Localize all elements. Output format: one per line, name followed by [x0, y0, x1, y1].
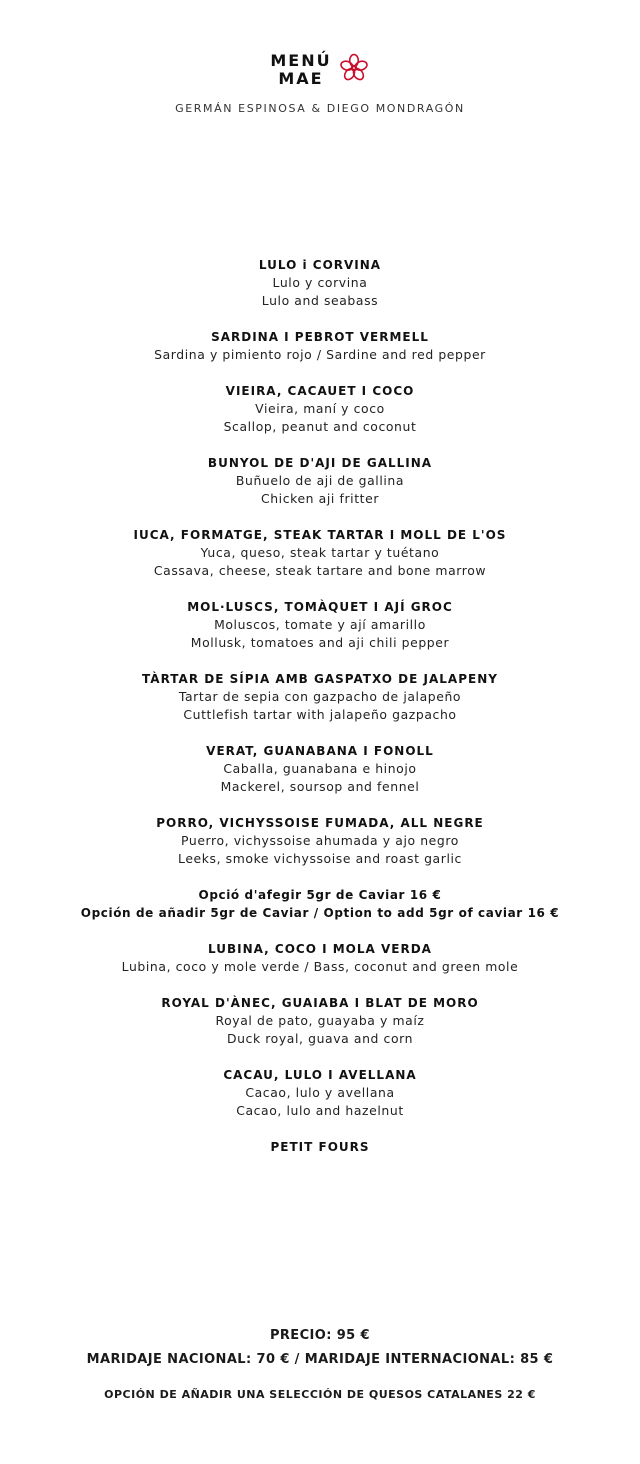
menu-course: [0, 1138, 640, 1156]
course-description: Yuca, queso, steak tartar y tuétano: [200, 545, 440, 560]
menu-course: [0, 1066, 640, 1120]
menu-course: [0, 940, 640, 976]
michelin-flower-icon: [338, 52, 370, 84]
cheese-option: OPCIÓN DE AÑADIR UNA SELECCIÓN DE QUESOS CATALANES 22 €: [104, 1388, 536, 1401]
menu-header: [0, 52, 640, 115]
course-description: Moluscos, tomate y ají amarillo: [214, 617, 426, 632]
course-description: Lulo y corvina: [272, 275, 368, 290]
course-description: Mollusk, tomatoes and aji chili pepper: [190, 635, 450, 650]
course-name: TÀRTAR DE SÍPIA AMB GASPATXO DE JALAPENY: [142, 672, 498, 686]
menu-course: [0, 328, 640, 364]
menu-price: PRECIO: 95 €: [269, 1328, 371, 1343]
menu-course: [0, 742, 640, 796]
menu-course: [0, 598, 640, 652]
course-name: BUNYOL DE D'AJI DE GALLINA: [207, 456, 433, 470]
course-description: Cuttlefish tartar with jalapeño gazpacho: [183, 707, 457, 722]
course-name: VIEIRA, CACAUET I COCO: [225, 384, 415, 398]
course-description: Duck royal, guava and corn: [226, 1031, 414, 1046]
course-name: PETIT FOURS: [270, 1140, 370, 1154]
course-description: Mackerel, soursop and fennel: [220, 779, 420, 794]
menu-course: [0, 670, 640, 724]
course-description: Cacao, lulo and hazelnut: [236, 1103, 404, 1118]
menu-title-line2: MAE: [278, 69, 324, 88]
course-name: LULO i CORVINA: [258, 258, 382, 272]
course-name: VERAT, GUANABANA I FONOLL: [206, 744, 434, 758]
course-description: Caballa, guanabana e hinojo: [223, 761, 417, 776]
course-name: CACAU, LULO I AVELLANA: [223, 1068, 417, 1082]
course-description: Scallop, peanut and coconut: [223, 419, 417, 434]
menu-course: [0, 994, 640, 1048]
course-description: Leeks, smoke vichyssoise and roast garlic: [178, 851, 462, 866]
menu-course: [0, 814, 640, 868]
caviar-option-catalan: Opció d'afegir 5gr de Caviar 16 €: [198, 888, 442, 902]
course-description: Cacao, lulo y avellana: [245, 1085, 395, 1100]
menu-course: [0, 454, 640, 508]
menu-logo: [0, 52, 640, 88]
course-description: Lulo and seabass: [261, 293, 379, 308]
course-description: Sardina y pimiento rojo / Sardine and red pepper: [154, 347, 486, 362]
menu-footer: [0, 1326, 640, 1401]
course-name: PORRO, VICHYSSOISE FUMADA, ALL NEGRE: [156, 816, 484, 830]
course-name: LUBINA, COCO I MOLA VERDA: [208, 942, 432, 956]
course-description: Chicken aji fritter: [260, 491, 380, 506]
course-description: Cassava, cheese, steak tartare and bone marrow: [153, 563, 487, 578]
course-description: Lubina, coco y mole verde / Bass, coconut and green mole: [121, 959, 519, 974]
course-description: Puerro, vichyssoise ahumada y ajo negro: [181, 833, 459, 848]
menu-courses: [0, 256, 640, 1174]
course-name: MOL·LUSCS, TOMÀQUET I AJÍ GROC: [187, 600, 453, 614]
caviar-option-spanish-english: Opción de añadir 5gr de Caviar / Option to add 5gr of caviar 16 €: [80, 906, 560, 920]
course-description: Vieira, maní y coco: [255, 401, 385, 416]
course-description: Tartar de sepia con gazpacho de jalapeño: [178, 689, 462, 704]
course-description: Royal de pato, guayaba y maíz: [215, 1013, 425, 1028]
caviar-option: [0, 886, 640, 922]
course-name: IUCA, FORMATGE, STEAK TARTAR I MOLL DE L'OS: [133, 528, 507, 542]
chef-names: GERMÁN ESPINOSA & DIEGO MONDRAGÓN: [175, 102, 465, 115]
wine-pairing: MARIDAJE NACIONAL: 70 € / MARIDAJE INTERNACIONAL: 85 €: [86, 1352, 554, 1367]
course-name: SARDINA I PEBROT VERMELL: [211, 330, 429, 344]
menu-course: [0, 382, 640, 436]
menu-title: [270, 52, 331, 88]
menu-course: [0, 256, 640, 310]
course-description: Buñuelo de aji de gallina: [235, 473, 405, 488]
menu-title-line1: MENÚ: [270, 51, 332, 70]
course-name: ROYAL D'ÀNEC, GUAIABA I BLAT DE MORO: [161, 996, 479, 1010]
menu-course: [0, 526, 640, 580]
